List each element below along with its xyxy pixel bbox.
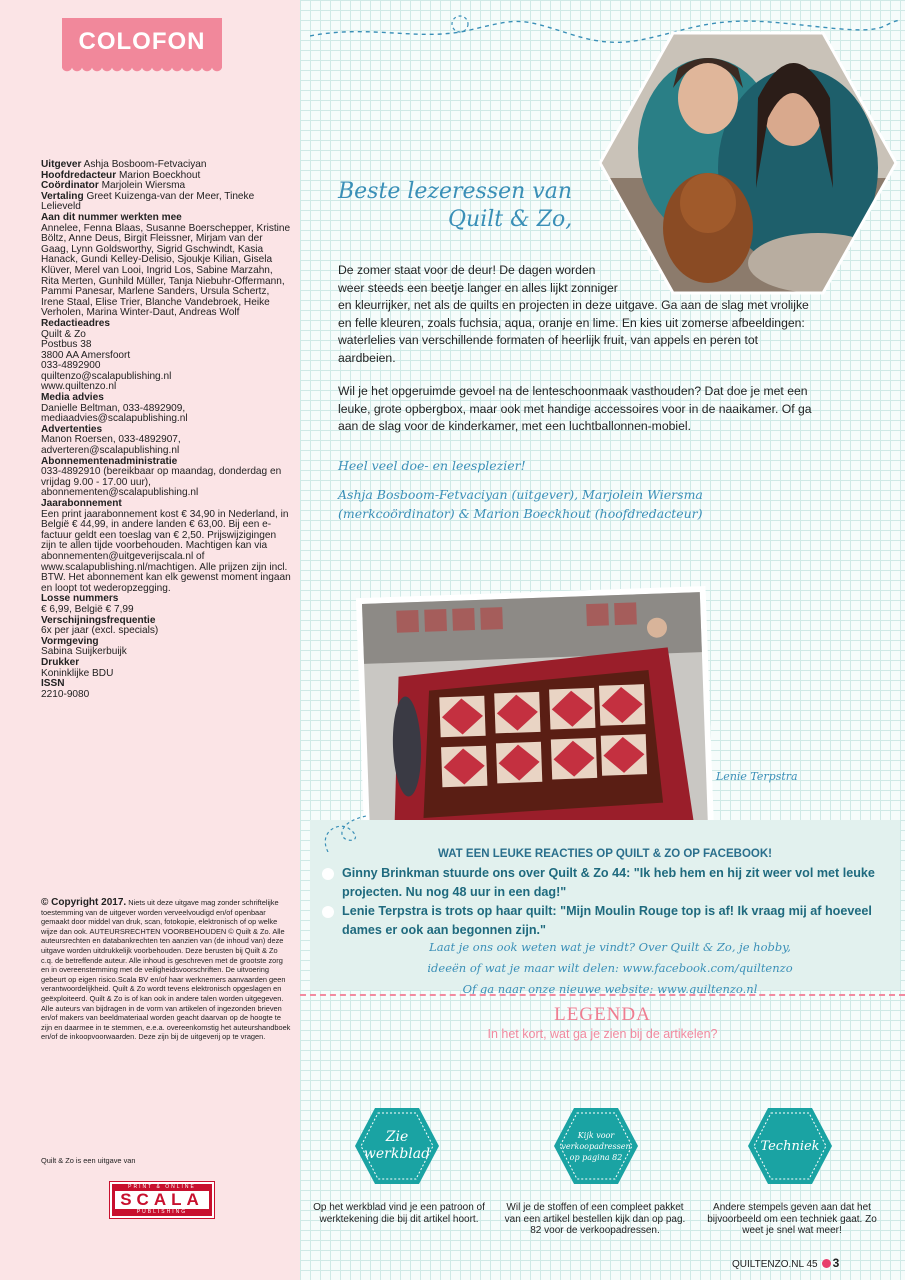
colofon-value: 033-4892910 (bereikbaar op maandag, donderdag en vrijdag 9.00 - 17.00 uur), abonnementen@scalapublishing.nl: [41, 466, 282, 499]
badge-text-1: Techniek: [760, 1138, 820, 1154]
colofon-label: Hoofdredacteur: [41, 169, 117, 181]
legend-title: LEGENDA: [554, 1004, 651, 1025]
colofon-entry: [41, 213, 291, 319]
colofon-value: 2210-9080: [41, 688, 90, 700]
colofon-value: Annelee, Fenna Blaas, Susanne Boerschepper, Kristine Böltz, Anne Deus, Birgit Fleissner, Mirjam van der Gaag, Lynn Goldsworthy, Sigrid Gschwindt, Kasia Hanack, Gundi Kelley-Delisio, Sjoukje Kilian, Gisela Klüver, Merel van Looi, Ingrid Los, Sabine Marzahn, Rita Merten, Gunhild Müller, Tanja Niebuhr-Offermann, Pammi Panesar, Marlene Sanders, Ursula Schertz, Irene Staal, Elise Trier, Blanche Vandebroek, Heike Verholen, Marina Winter-Daut, Andreas Wolf: [41, 222, 291, 319]
colofon-label: Coördinator: [41, 180, 99, 192]
colofon-entry: [41, 594, 291, 615]
letter-body: [338, 262, 818, 452]
bullet-dot: [322, 868, 334, 880]
letter-paragraph-2: Wil je het opgeruimde gevoel na de lenteschoonmaak vasthouden? Dat doe je met een leuke, grote opbergbox, maar ook met handige accessoires voor in de naaikamer. Of ga aan de slag voor de kinderkamer, met een luchtballonnen-mobiel.: [338, 384, 812, 433]
cta-line-2: ideeën of wat je maar wilt delen: www.facebook.com/quiltenzo: [427, 961, 793, 975]
colofon-entry: [41, 192, 291, 213]
colofon-value: Een print jaarabonnement kost € 34,90 in Nederland, in België € 44,99, in andere landen € 63,00. Bij een e-factuur geldt een toeslag van € 2,50. Prijswijzigingen zijn te allen tijde voorbehouden. Machtigen kan via abonnementen@uitgeverijscala.nl of www.scalapublishing.nl/machtigen. Alle prijzen zijn incl. BTW. Het abonnement kan elk gewenst moment ingaan en loopt tot wederopzegging.: [41, 508, 291, 594]
legend-badge-verkoopadressen: [552, 1106, 640, 1186]
colofon-label: Abonnementenadministratie: [41, 455, 178, 467]
colofon-entry: [41, 616, 291, 637]
facebook-reaction: [342, 902, 890, 940]
letter-signature: Ashja Bosboom-Fetvaciyan (uitgever), Marjolein Wiersma (merkcoördinator) & Marion Boeckhout (hoofdredacteur): [338, 487, 703, 521]
publisher-line: Quilt & Zo is een uitgave van: [41, 1156, 136, 1165]
colofon-entry: [41, 393, 291, 425]
colofon-entry: [41, 658, 291, 679]
colofon-label: Vormgeving: [41, 635, 99, 647]
salutation-line-1: Beste lezeressen van: [338, 179, 573, 204]
colofon-value: Koninklijke BDU: [41, 667, 114, 679]
colofon-value: Quilt & Zo Postbus 38 3800 AA Amersfoort 033-4892900 quiltenzo@scalapublishing.nl www.quiltenzo.nl: [41, 328, 172, 393]
colofon-label: Verschijningsfrequentie: [41, 614, 156, 626]
copyright-label: © Copyright 2017.: [41, 897, 127, 908]
page-footer: [732, 1256, 839, 1270]
scala-logo-top: PRINT & ONLINE: [128, 1184, 196, 1190]
paragraph-1-line-2: weer steeds een beetje langer en alles lijkt zonniger: [338, 280, 618, 295]
copyright-text: Niets uit deze uitgave mag zonder schriftelijke toestemming van de uitgever worden verveelvoudigd en/of openbaar gemaakt door middel van druk, scan, fotokopie, elektronisch of op welke wijze dan ook. AUTEURSRECHTEN VOORBEHOUDEN © Quilt & Zo. Alle auteursrechten en databankrechten ten aanzien van (de inhoud van) deze uitgave worden uitdrukkelijk voorbehouden. Deze berusten bij Quilt & Zo c.q. de betreffende auteur. Alle inhoud is geschreven met de grootste zorg en in overeenstemming met de veiligheidsvoorschriften. De uitvoering gebeurt op eigen risico.Scala BV en/of haar werknemers aanvaarden geen verantwoordelijkheid. Quilt & Zo wordt tevens elektronisch opgeslagen en geëxploiteerd. Quilt & Zo is of kan ook in andere talen worden uitgegeven. Alle auteurs van bijdragen in de vorm van artikelen of ingezonden brieven en/of makers van beeldmateriaal worden geacht daarvan op de hoogte te zijn en daarmee in te stemmen, e.e.a. overeenkomstig het auteurshandboek en/of de inkoopvoorwaarden. Deze zijn bij de uitgeverij op te vragen.: [41, 898, 291, 1042]
quilt-photo: [356, 586, 714, 846]
colofon-label: Advertenties: [41, 423, 103, 435]
reaction-author: Lenie Terpstra: [342, 904, 428, 918]
colofon-list: [41, 160, 291, 700]
scala-logo-bottom: PUBLISHING: [136, 1209, 188, 1215]
cta-line-1: Laat je ons ook weten wat je vindt? Over Quilt & Zo, je hobby,: [429, 940, 791, 954]
colofon-label: Media advies: [41, 392, 104, 404]
colofon-entry: [41, 499, 291, 594]
letter-salutation: [338, 178, 572, 234]
scala-logo: [110, 1182, 214, 1218]
legend-description: Andere stempels geven aan dat het bijvoorbeeld om een techniek gaat. Zo weet je snel wat meer!: [707, 1202, 877, 1236]
colofon-label: Vertaling: [41, 190, 84, 202]
salutation-line-2: Quilt & Zo,: [448, 207, 573, 232]
copyright-notice: [41, 898, 291, 1042]
paragraph-1-line-1: De zomer staat voor de deur! De dagen worden: [338, 263, 596, 277]
badge-text-1: Kijk voor verkoopadressen: [561, 1130, 631, 1151]
colofon-label: Losse nummers: [41, 593, 119, 605]
colofon-label: ISSN: [41, 678, 65, 690]
letter-closing: Heel veel doe- en leesplezier!: [338, 458, 526, 473]
divider: [300, 994, 905, 996]
colofon-value: Greet Kuizenga-van der Meer, Tineke Lelieveld: [41, 190, 255, 213]
colofon-value: Sabina Suijkerbuijk: [41, 646, 127, 658]
footer-dot: [822, 1259, 831, 1268]
colofon-value: Marion Boeckhout: [116, 169, 201, 181]
colofon-label: Redactieadres: [41, 317, 111, 329]
colofon-entry: [41, 637, 291, 658]
reaction-author: Ginny Brinkman: [342, 866, 440, 880]
legend-badge-techniek: [746, 1106, 834, 1186]
facebook-title: WAT EEN LEUKE REACTIES OP QUILT & ZO OP FACEBOOK!: [438, 848, 772, 860]
decorative-swirl: [318, 812, 368, 852]
colofon-title: COLOFON: [78, 28, 206, 55]
legend-description: Wil je de stoffen of een compleet pakket van een artikel bestellen kijk dan op pag. 82 voor de verkoopadressen.: [504, 1202, 686, 1236]
editors-hexagon-photo: [598, 28, 898, 298]
footer-site: QUILTENZO.NL 45: [732, 1259, 818, 1270]
reaction-text: is trots op haar quilt: "Mijn Moulin Rouge top is af! Ik vraag mij af hoeveel dames er ook aan begonnen zijn.": [342, 904, 872, 937]
scala-logo-main: SCALA: [115, 1191, 209, 1209]
cta-line-3: Of ga naar onze nieuwe website: www.quiltenzo.nl: [462, 982, 758, 996]
legend-description: Op het werkblad vind je een patroon of werktekening die bij dit artikel hoort.: [313, 1202, 485, 1225]
paragraph-1-rest: en kleurrijker, net als de quilts en projecten in deze uitgave. Ga aan de slag met vrolijke en felle kleuren, zoals fuchsia, aqua, oranje en lime. En kies uit zomerse afbeeldingen: waterlelies van verschillende formaten of heerlijk fruit, van appels en peren tot aardbeien.: [338, 298, 809, 365]
colofon-banner: [62, 18, 222, 66]
colofon-entry: [41, 679, 291, 700]
colofon-value: Ashja Bosboom-Fetvaciyan: [81, 159, 207, 170]
colofon-entry: [41, 457, 291, 499]
colofon-entry: [41, 319, 291, 393]
colofon-label: Jaarabonnement: [41, 498, 122, 509]
photo-caption: Lenie Terpstra: [716, 770, 798, 783]
colofon-label: Aan dit nummer werkten mee: [41, 211, 182, 223]
letter-paragraph-1: [338, 262, 818, 367]
colofon-value: 6x per jaar (excl. specials): [41, 625, 159, 637]
legend-subtitle: In het kort, wat ga je zien bij de artikelen?: [487, 1027, 718, 1041]
colofon-label: Uitgever: [41, 159, 82, 170]
colofon-value: Manon Roersen, 033-4892907, adverteren@scalapublishing.nl: [41, 434, 181, 457]
colofon-label: Drukker: [41, 656, 80, 668]
facebook-call-to-action: [330, 937, 890, 1000]
letter-signature-block: [338, 456, 808, 533]
badge-text-1: Zie: [385, 1129, 409, 1145]
colofon-value: € 6,99, België € 7,99: [41, 603, 134, 615]
colofon-value: Danielle Beltman, 033-4892909, mediaadvies@scalapublishing.nl: [41, 402, 188, 425]
bullet-dot: [322, 906, 334, 918]
reaction-text: stuurde ons over Quilt & Zo 44: "Ik heb hem en hij zit weer vol met leuke projecten. Nu nog 48 uur in een dag!": [342, 866, 875, 899]
colofon-value: Marjolein Wiersma: [98, 180, 186, 192]
badge-text-2: op pagina 82: [569, 1152, 623, 1162]
badge-text-2: werkblad: [363, 1146, 431, 1162]
facebook-reaction: [342, 864, 890, 902]
legend-badge-werkblad: [353, 1106, 441, 1186]
colofon-entry: [41, 425, 291, 457]
page-number: 3: [832, 1256, 840, 1270]
